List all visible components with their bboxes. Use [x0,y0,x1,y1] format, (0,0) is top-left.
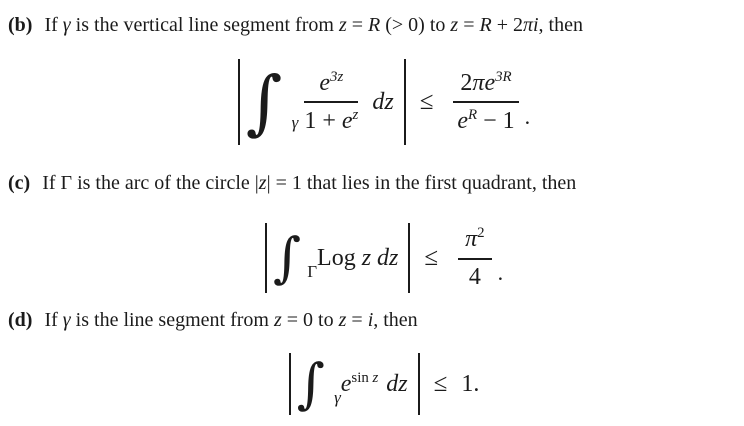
item-c-formula [20,222,744,294]
integrand: $e^{sin}$ $^z$ [340,369,379,398]
integral-wrap [243,60,299,143]
inequality-sign: ≤ [419,88,434,115]
exercise-item-d [8,305,736,416]
item-b-text-line [8,10,736,40]
item-d-formula [20,352,744,416]
item-c-label: (c) [8,172,31,194]
fraction-numerator: $e^{3z}$ [304,69,358,103]
exercise-item-b [8,10,736,146]
fraction-denominator: 4 [468,263,481,290]
item-c-intro: If Γ is the arc of the circle |z| = 1 that lies in the first quadrant, then [42,172,577,194]
integral-wrap [294,352,341,416]
inequality-sign: ≤ [433,370,448,397]
differential: dz [372,88,394,115]
abs-bar-left [238,59,240,145]
abs-bar-right [404,59,406,145]
abs-bar-left [289,353,291,415]
rhs-value: 1. [461,370,480,397]
integral-subscript: γ [291,113,299,133]
item-d-text-line [8,305,736,335]
inequality-sign: ≤ [424,244,439,271]
fraction-denominator: $1 + e^z$ [304,107,359,135]
integral-subscript: γ [334,387,341,407]
exercise-item-c [8,168,736,294]
abs-bar-right [418,353,420,415]
fraction-lhs [304,69,358,135]
item-d-label: (d) [8,309,33,331]
abs-bar-left [265,223,267,293]
integral-sign: ∫ [296,352,325,416]
fraction-numerator: $\pi^2$ [458,225,491,259]
period: . [497,260,504,285]
integral-sign: ∫ [272,226,302,290]
item-b-formula [20,58,744,146]
integral-subscript: Γ [307,261,318,281]
item-b-label: (b) [8,14,33,36]
fraction-rhs [458,225,491,290]
integral-sign: ∫ [245,60,283,143]
integrand: Log z dz [317,244,399,271]
fraction-denominator: $e^R - 1$ [457,107,515,135]
item-d-intro: If γ is the line segment from z = 0 to z = i, then [44,309,418,331]
differential: dz [386,370,408,397]
period: . [524,104,531,129]
abs-bar-right [408,223,410,293]
item-c-text-line [8,168,736,198]
item-b-intro: If γ is the vertical line segment from z = R (> 0) to z = R + 2πi, then [44,14,583,36]
integral-wrap [270,226,318,290]
fraction-numerator: $2\pi e^{3R}$ [453,69,518,103]
fraction-rhs [453,69,518,135]
